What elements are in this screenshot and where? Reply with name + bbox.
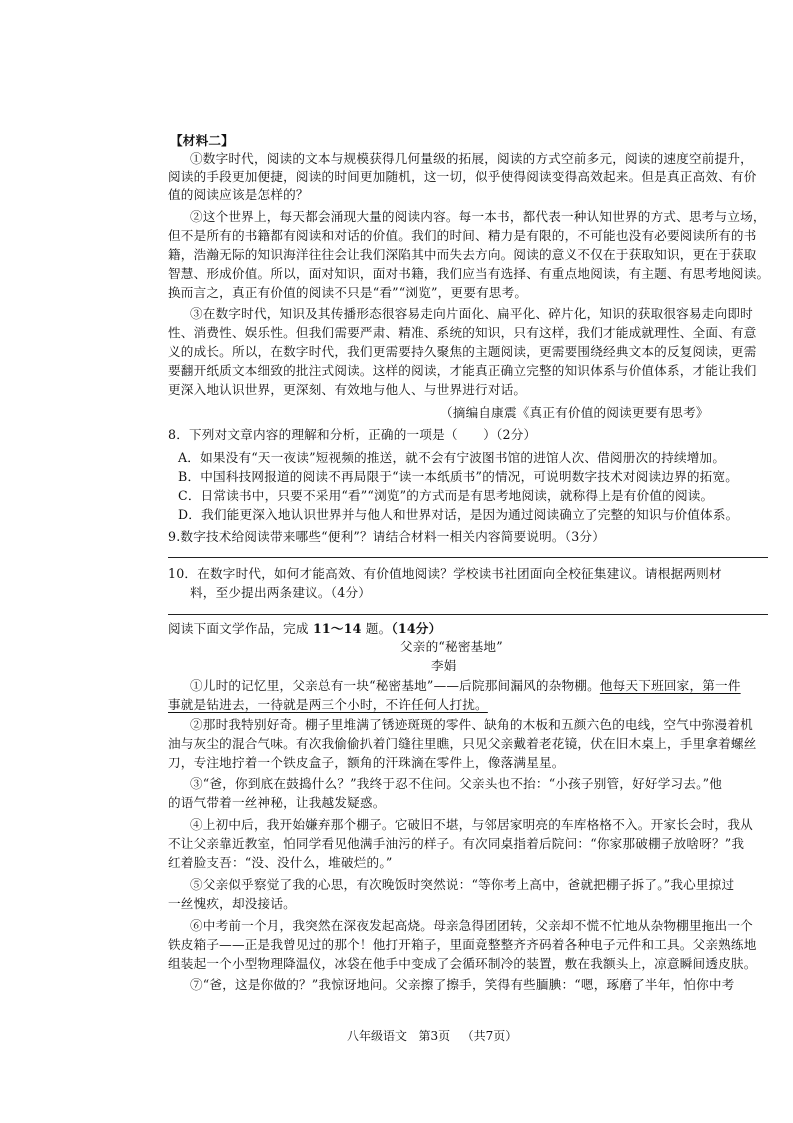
- footer-page-number: 第3页: [418, 1029, 451, 1043]
- paragraph-line: ①数字时代，阅读的文本与规模获得几何量级的拓展，阅读的方式空前多元，阅读的速度空前提升，: [190, 151, 753, 166]
- story-paragraph-1: ①儿时的记忆里，父亲总有一块“秘密基地”——后院那间漏风的杂物棚。他每天下班回家，第一件: [190, 678, 741, 693]
- question-10-stem-continued: 料，至少提出两条建议。（4分）: [190, 585, 372, 600]
- question-10-stem: 10．在数字时代，如何才能高效、有价值地阅读？学校读书社团面向全校征集建议。请根据两则材: [168, 566, 722, 581]
- paragraph-line: 性、消费性、娱乐性。但我们需要严肃、精准、系统的知识，只有这样，我们才能成就理性、全面、有意: [168, 325, 757, 340]
- material-source: （摘编自康震《真正有价值的阅读更要有思考》: [440, 405, 709, 420]
- paragraph-line: 值的阅读应该是怎样的？: [168, 187, 309, 202]
- paragraph-line: ②这个世界上，每天都会涌现大量的阅读内容。每一本书，都代表一种认知世界的方式、思考与立场，: [190, 209, 766, 224]
- instruction-score: （14分）: [391, 621, 442, 636]
- answer-line: [168, 557, 768, 558]
- underlined-sentence: 他每天下班回家，第一件: [599, 678, 741, 693]
- footer-total-pages: （共7页）: [461, 1029, 518, 1043]
- material-two-heading: 【材料二】: [170, 133, 234, 148]
- story-paragraph-line: ④上初中后，我开始嫌弃那个棚子。它破旧不堪，与邻居家明亮的车库格格不入。开家长会时，我从: [190, 817, 753, 832]
- story-paragraph-line: 油与灰尘的混合气味。有次我偷偷扒着门缝往里瞧，只见父亲戴着老花镜，伏在旧木桌上，手里拿着螺丝: [168, 736, 757, 751]
- paragraph-line: 要翻开纸质文本细致的批注式阅读。这样的阅读，才能真正确立完整的知识体系与价值体系，才能让我们: [168, 363, 757, 378]
- story-paragraph-line: 不让父亲靠近教室，怕同学看见他满手油污的样子。有次同桌指着后院问：“你家那破棚子放啥呀？”我: [168, 836, 745, 851]
- story-paragraph-line: ⑦“爸，这是你做的？”我惊讶地问。父亲擦了擦手，笑得有些腼腆：“嗯，琢磨了半年，怕你中考: [190, 977, 735, 992]
- question-9-stem: 9.数字技术给阅读带来哪些“便利”？请结合材料一相关内容简要说明。（3分）: [168, 529, 606, 544]
- story-paragraph-line: ②那时我特别好奇。棚子里堆满了锈迹斑斑的零件、缺角的木板和五颜六色的电线，空气中弥漫着机: [190, 717, 753, 732]
- story-paragraph-line: 的语气带着一丝神秘，让我越发疑惑。: [168, 795, 386, 810]
- story-paragraph-line: ⑥中考前一个月，我突然在深夜发起高烧。母亲急得团团转，父亲却不慌不忙地从杂物棚里拖出一个: [190, 918, 753, 933]
- question-8-option-b: B．中国科技网报道的阅读不再局限于“读一本纸质书”的情况，可说明数字技术对阅读边界的拓宽。: [178, 469, 739, 484]
- question-8-option-d: D．我们能更深入地认识世界并与他人和世界对话，是因为通过阅读确立了完整的知识与价值体系。: [178, 507, 739, 522]
- paragraph-line: 智慧、形成价值。所以，面对知识，面对书籍，我们应当有选择、有重点地阅读，有主题、有思考地阅读。: [168, 266, 770, 281]
- story-paragraph-line: ③“爸，你到底在鼓捣什么？”我终于忍不住问。父亲头也不抬：“小孩子别管，好好学习去。”他: [190, 776, 723, 791]
- story-author: 李娟: [431, 658, 457, 673]
- story-paragraph-line: 组装起一个小型物理降温仪，冰袋在他手中变成了会循环制冷的装置，敷在我额头上，凉意瞬间透皮肤。: [168, 956, 757, 971]
- story-paragraph-line: 铁皮箱子——正是我曾见过的那个！他打开箱子，里面竟整整齐齐码着各种电子元件和工具。父亲熟练地: [168, 937, 757, 952]
- page-footer: [347, 1027, 517, 1044]
- paragraph-line: 更深入地认识世界，更深刻、有效地与他人、与世界进行对话。: [168, 382, 527, 397]
- story-paragraph-line: 一丝愧疚，却没接话。: [168, 896, 296, 911]
- answer-line: [168, 614, 768, 615]
- instruction-mid: 题。: [361, 621, 392, 636]
- paragraph-line: 但不是所有的书籍都有阅读和对话的价值。我们的时间、精力是有限的，不可能也没有必要阅读所有的书: [168, 228, 757, 243]
- story-paragraph-1-continued: [168, 696, 488, 714]
- instruction-range: 11～14: [312, 621, 362, 636]
- story-paragraph-line: 红着脸支吾：“没、没什么，堆破烂的。”: [168, 855, 393, 870]
- instruction-prefix: 阅读下面文学作品，完成: [168, 621, 313, 636]
- story-paragraph-line: 刀，专注地拧着一个铁皮盒子，额角的汗珠滴在零件上，像落满星星。: [168, 755, 565, 770]
- paragraph-line: 阅读的手段更加便捷，阅读的时间更加随机，这一切，似乎使得阅读变得高效起来。但是真正高效、有价: [168, 169, 757, 184]
- paragraph-line: 籍，浩瀚无际的知识海洋往往会让我们深陷其中而失去方向。阅读的意义不仅在于获取知识，更在于获取: [168, 247, 757, 262]
- section-instruction: [168, 620, 441, 638]
- question-8-option-a: A．如果没有“天一夜读”短视频的推送，就不会有宁波图书馆的进馆人次、借阅册次的持续增加。: [178, 450, 726, 465]
- paragraph-line: 换而言之，真正有价值的阅读不只是“看”“浏览”，更要有思考。: [168, 285, 528, 300]
- paragraph-line: 义的成长。所以，在数字时代，我们更需要持久聚焦的主题阅读，更需要围绕经典文本的反复阅读，更需: [168, 344, 757, 359]
- story-paragraph-line: ⑤父亲似乎察觉了我的心思，有次晚饭时突然说：“等你考上高中，爸就把棚子拆了。”我心里掠过: [190, 877, 735, 892]
- underlined-sentence: 事就是钻进去，一待就是两三个小时，不许任何人打扰。: [168, 697, 488, 712]
- paragraph-line: ③在数字时代，知识及其传播形态很容易走向片面化、扁平化、碎片化，知识的获取很容易走向即时: [190, 306, 753, 321]
- story-title: 父亲的“秘密基地”: [400, 639, 503, 654]
- question-8-option-c: C．日常读书中，只要不采用“看”“浏览”的方式而是有思考地阅读，就称得上是有价值的阅读。: [178, 488, 714, 503]
- footer-subject: 八年级语文: [347, 1029, 408, 1043]
- question-8-stem: 8．下列对文章内容的理解和分析，正确的一项是（ ）（2分）: [168, 427, 537, 442]
